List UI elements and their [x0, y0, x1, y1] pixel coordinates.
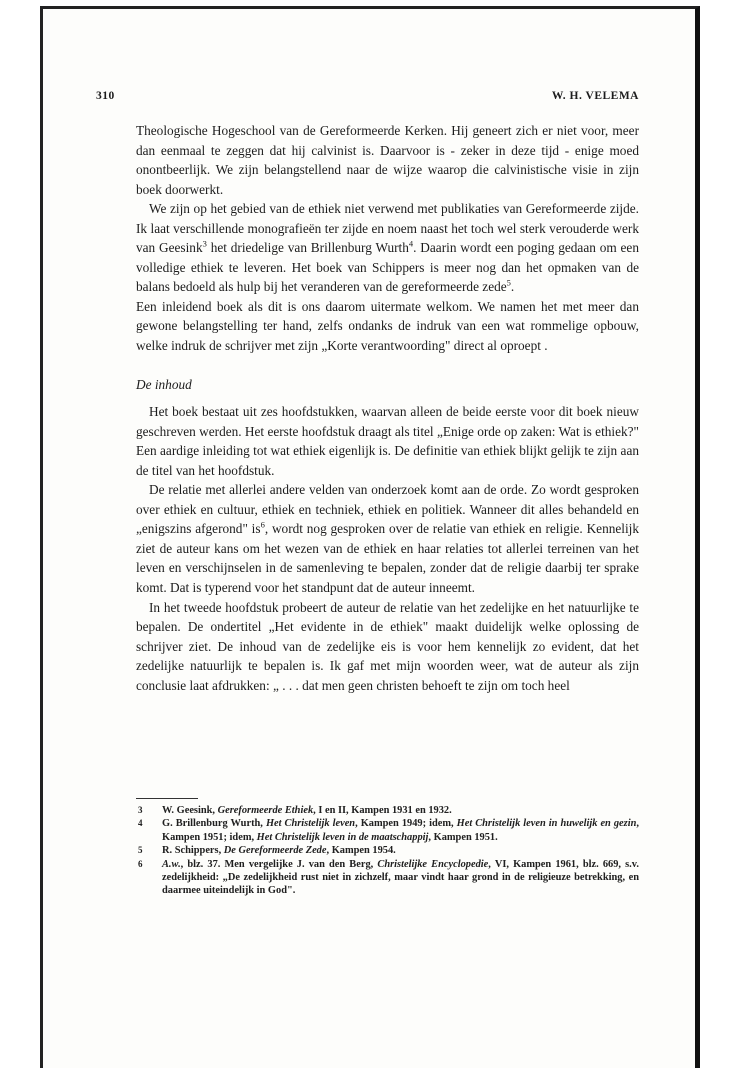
paragraph-4: Het boek bestaat uit zes hoofdstukken, waarvan alleen de beide eerste voor dit boek nieuw geschreven werden. Het eerste hoofdstuk draagt als titel „Enige orde op zaken: Wat is ethiek?" Een aardige inleiding tot wat ethiek eigenlijk is. De definitie van ethiek blijkt gelijk te zijn aan de titel van het hoofdstuk.: [136, 404, 639, 478]
footnote-ref-6: 6: [260, 519, 265, 530]
footnote-ref-4: 4: [408, 238, 414, 249]
paragraph-1: Theologische Hogeschool van de Gereformeerde Kerken. Hij geneert zich er niet voor, meer dan eenmaal te zeggen dat hij calvinist is. Daarvoor is - zeker in deze tijd - enige moed onontbeerlijk. We zijn belangstellend naar de wijze waarop die calvinistische visie in zijn boek doorwerkt.: [136, 123, 639, 197]
paragraph-2: We zijn op het gebied van de ethiek niet verwend met publikaties van Gereformeerde zijde. Ik laat verschillende monografieën ter zijde en noem naast het toch wel sterk verouderde werk van Geesink$^3$ het driedelige van Brillenburg Wurth$^4$. Daarin wordt een poging gedaan om een volledige ethiek te leveren. Het boek van Schippers is meer nog dan het opmaken van de balans bedoeld als hulp bij het veranderen van de gereformeerde zede$^5$.: [136, 201, 639, 295]
running-header-author: W. H. VELEMA: [551, 90, 639, 102]
footnote-6: 6 A.w., blz. 37. Men vergelijke J. van den Berg, Christelijke Encyclopedie, VI, Kampen 1961, blz. 669, s.v. zedelijkheid: „De zedelijkheid rust niet in zichzelf, maar vindt haar grond in de religieuze betrekking, en daarmee uiteindelijk in God".: [138, 858, 639, 897]
footnote-rule: [136, 798, 198, 799]
paragraph-5: De relatie met allerlei andere velden van onderzoek komt aan de orde. Zo wordt gesproken over ethiek en cultuur, ethiek en techniek, ethiek en politiek. Wanneer dit alles behandeld en „enigszins afgerond" $is^6$, wordt nog gesproken over de relatie van ethiek en religie. Kennelijk ziet de auteur kans om het wezen van de ethiek en haar relaties tot allerlei terreinen van het leven en verschijnselen in de samenleving te bepalen, zonder dat de religie daarbij ter sprake komt. Dat is typerend voor het standpunt dat de auteur inneemt.: [136, 482, 639, 596]
paragraph-6: In het tweede hoofdstuk probeert de auteur de relatie van het zedelijke en het natuurlijke te bepalen. De ondertitel „Het evidente in de ethiek" maakt duidelijk welke oplossing de schrijver ziet. De inhoud van de zedelijke eis is voor hem kennelijk zo evident, dat het zedelijke natuurlijk te bepalen is. Ik gaf met mijn woorden weer, wat de auteur als zijn conclusie laat afdrukken: „ . . . dat men geen christen behoeft te zijn om toch heel: [136, 599, 639, 693]
page-number: 310: [96, 90, 115, 102]
footnote-5: 5 R. Schippers, De Gereformeerde Zede, Kampen 1954.: [138, 845, 396, 857]
footnote-ref-3: 3: [202, 238, 207, 249]
footnote-4: 4 G. Brillenburg Wurth, Het Christelijk leven, Kampen 1949; idem, Het Christelijk leven in huwelijk en gezin, Kampen 1951; idem, Het Christelijk leven in de maatschappij, Kampen 1951.: [138, 818, 639, 843]
paragraph-3: Een inleidend boek als dit is ons daarom uitermate welkom. We namen het met meer dan gewone belangstelling ter hand, zelfs ondanks de indruk van een wat rommelige opbouw, welke indruk de schrijver met zijn „Korte verantwoording" direct al oproept .: [136, 298, 639, 354]
footnotes: [136, 804, 639, 898]
section-heading: De inhoud: [136, 376, 192, 392]
main-text: [136, 121, 639, 695]
footnote-ref-5: 5: [506, 277, 511, 288]
footnote-3: 3 W. Geesink, Gereformeerde Ethiek, I en II, Kampen 1931 en 1932.: [138, 805, 452, 816]
